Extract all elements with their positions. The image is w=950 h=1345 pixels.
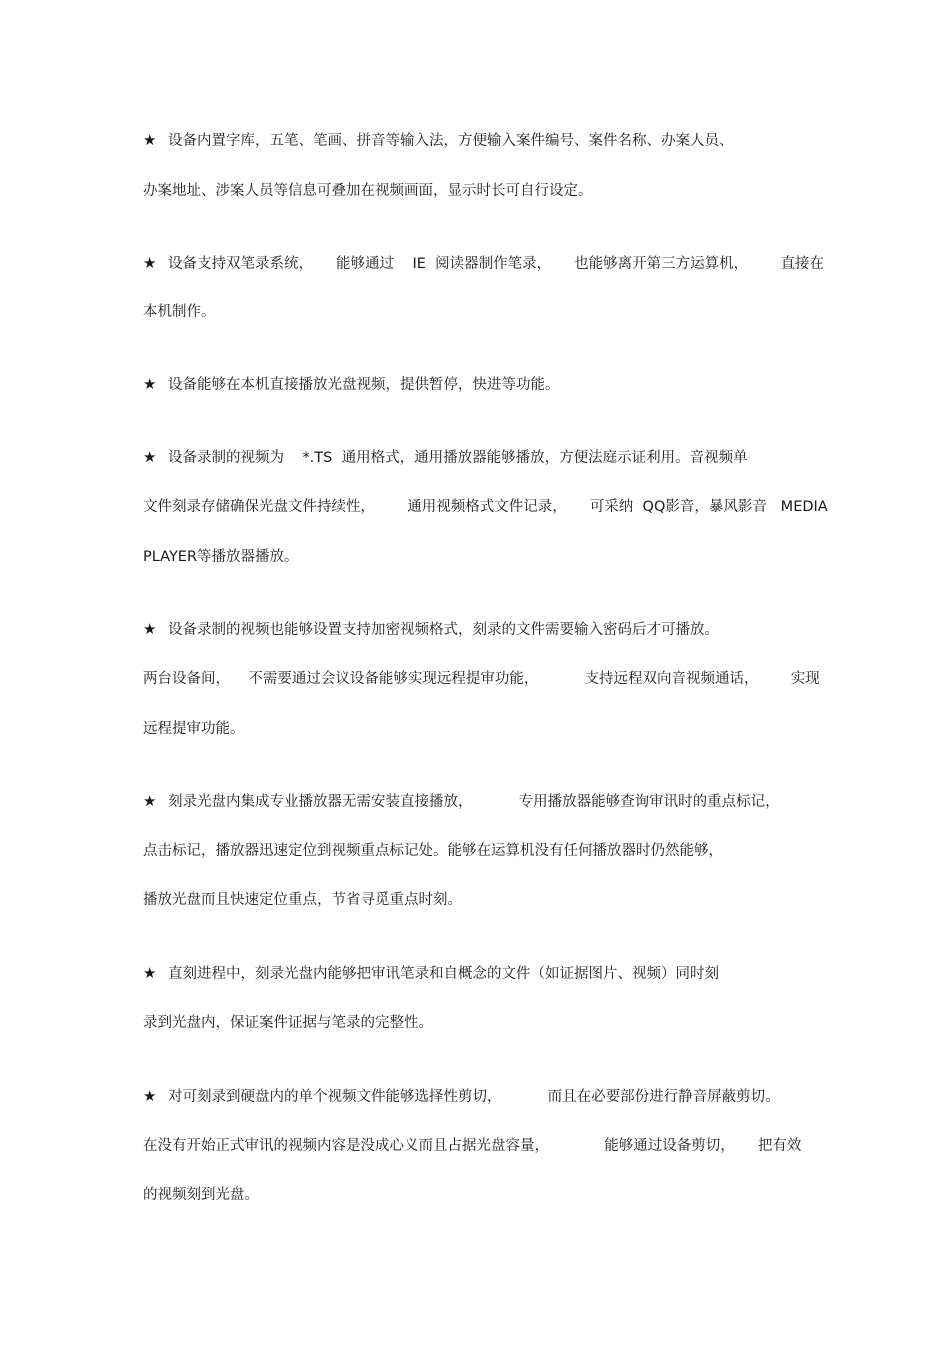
paragraph-8-line-2: 在没有开始正式审讯的视频内容是没成心义而且占据光盘容量， 能够通过设备剪切， 把有效 <box>143 1138 802 1154</box>
star-bullet-icon: ★ <box>143 448 157 466</box>
star-bullet-icon: ★ <box>143 964 157 982</box>
paragraph-8-line-3: 的视频刻到光盘。 <box>143 1187 259 1203</box>
paragraph-5-line-3: 远程提审功能。 <box>143 721 245 737</box>
star-bullet-icon: ★ <box>143 792 157 810</box>
star-bullet-icon: ★ <box>143 620 157 638</box>
paragraph-4-line-2: 文件刻录存储确保光盘文件持续性， 通用视频格式文件记录， 可采纳 QQ影音，暴风影音 MEDIA <box>143 499 828 515</box>
paragraph-7-line-2: 录到光盘内，保证案件证据与笔录的完整性。 <box>143 1015 433 1031</box>
paragraph-7-line-1: ★ 直刻进程中，刻录光盘内能够把审讯笔录和自概念的文件（如证据图片、视频）同时刻 <box>143 964 719 982</box>
star-bullet-icon: ★ <box>143 131 157 149</box>
paragraph-6-line-2: 点击标记，播放器迅速定位到视频重点标记处。能够在运算机没有任何播放器时仍然能够， <box>143 843 723 859</box>
paragraph-2-line-1: ★ 设备支持双笔录系统， 能够通过 IE 阅读器制作笔录， 也能够离开第三方运算机， 直接在 <box>143 254 824 272</box>
paragraph-1-line-1: ★ 设备内置字库，五笔、笔画、拼音等输入法，方便输入案件编号、案件名称、办案人员、 <box>143 131 734 149</box>
paragraph-4-line-1: ★ 设备录制的视频为 *.TS 通用格式，通用播放器能够播放，方便法庭示证利用。音视频单 <box>143 448 748 466</box>
paragraph-3-line-1: ★ 设备能够在本机直接播放光盘视频，提供暂停，快进等功能。 <box>143 375 560 393</box>
paragraph-4-line-3: PLAYER等播放器播放。 <box>143 549 299 565</box>
paragraph-6-line-3: 播放光盘而且快速定位重点，节省寻觅重点时刻。 <box>143 892 462 908</box>
star-bullet-icon: ★ <box>143 375 157 393</box>
paragraph-6-line-1: ★ 刻录光盘内集成专业播放器无需安装直接播放， 专用播放器能够查询审讯时的重点标记， <box>143 792 780 810</box>
paragraph-5-line-2: 两台设备间， 不需要通过会议设备能够实现远程提审功能， 支持远程双向音视频通话， 实现 <box>143 671 820 687</box>
paragraph-5-line-1: ★ 设备录制的视频也能够设置支持加密视频格式，刻录的文件需要输入密码后才可播放。 <box>143 620 719 638</box>
star-bullet-icon: ★ <box>143 254 157 272</box>
paragraph-1-line-2: 办案地址、涉案人员等信息可叠加在视频画面，显示时长可自行设定。 <box>143 183 593 199</box>
paragraph-8-line-1: ★ 对可刻录到硬盘内的单个视频文件能够选择性剪切， 而且在必要部份进行静音屏蔽剪切。 <box>143 1087 780 1105</box>
star-bullet-icon: ★ <box>143 1087 157 1105</box>
paragraph-2-line-2: 本机制作。 <box>143 304 216 320</box>
